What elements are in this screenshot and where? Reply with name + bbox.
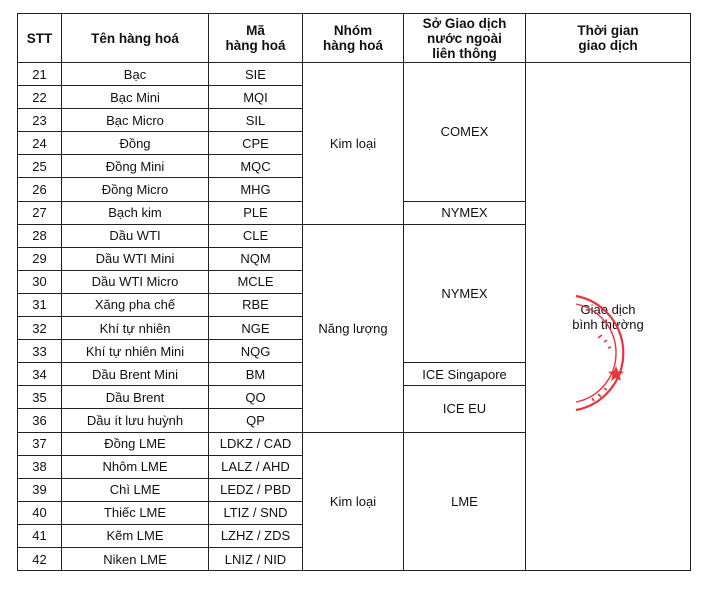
cell-stt: 37: [18, 432, 62, 455]
cell-stt: 24: [18, 132, 62, 155]
cell-name: Đồng LME: [62, 432, 209, 455]
cell-code: QO: [209, 386, 303, 409]
cell-stt: 26: [18, 178, 62, 201]
cell-name: Đồng Mini: [62, 155, 209, 178]
cell-code: BM: [209, 363, 303, 386]
cell-code: NGE: [209, 317, 303, 340]
cell-name: Niken LME: [62, 547, 209, 570]
header-group: [303, 14, 404, 63]
cell-stt: 30: [18, 270, 62, 293]
cell-name: Khí tự nhiên Mini: [62, 340, 209, 363]
cell-name: Dầu ít lưu huỳnh: [62, 409, 209, 432]
header-trading-time: [526, 14, 691, 63]
cell-code: MQI: [209, 86, 303, 109]
cell-code: LEDZ / PBD: [209, 478, 303, 501]
cell-name: Dầu WTI Mini: [62, 247, 209, 270]
cell-stt: 32: [18, 317, 62, 340]
cell-exchange-comex: COMEX: [404, 63, 526, 202]
cell-stt: 38: [18, 455, 62, 478]
header-stt: STT: [18, 14, 62, 63]
cell-name: Xăng pha chế: [62, 293, 209, 316]
table-row: [18, 63, 691, 86]
header-code-line2: hàng hoá: [225, 38, 286, 53]
cell-code: LTIZ / SND: [209, 501, 303, 524]
cell-name: Thiếc LME: [62, 501, 209, 524]
cell-group-metals-2: Kim loại: [303, 432, 404, 571]
cell-name: Bạc Mini: [62, 86, 209, 109]
cell-exchange-nymex: NYMEX: [404, 224, 526, 363]
cell-code: NQM: [209, 247, 303, 270]
cell-trading-time: [526, 63, 691, 571]
header-exchange: [404, 14, 526, 63]
cell-name: Dầu WTI Micro: [62, 270, 209, 293]
cell-group-energy: Năng lượng: [303, 224, 404, 432]
header-exchange-line1: Sở Giao dịch: [422, 15, 507, 31]
cell-stt: 25: [18, 155, 62, 178]
header-code: [209, 14, 303, 63]
header-exchange-line3: liên thông: [432, 45, 497, 61]
cell-stt: 33: [18, 340, 62, 363]
cell-stt: 42: [18, 547, 62, 570]
cell-name: Chì LME: [62, 478, 209, 501]
cell-code: LDKZ / CAD: [209, 432, 303, 455]
header-group-line2: hàng hoá: [323, 38, 383, 53]
cell-stt: 23: [18, 109, 62, 132]
cell-code: SIE: [209, 63, 303, 86]
header-time-line1: Thời gian: [577, 23, 639, 38]
trading-time-line2: bình thường: [572, 316, 644, 332]
cell-code: MHG: [209, 178, 303, 201]
header-group-line1: Nhóm: [333, 23, 373, 38]
cell-stt: 34: [18, 363, 62, 386]
cell-stt: 35: [18, 386, 62, 409]
cell-code: SIL: [209, 109, 303, 132]
cell-stt: 22: [18, 86, 62, 109]
cell-name: Dầu Brent: [62, 386, 209, 409]
commodity-table: [17, 13, 691, 571]
cell-code: MQC: [209, 155, 303, 178]
cell-group-metals-1: Kim loại: [303, 63, 404, 225]
header-name: Tên hàng hoá: [62, 14, 209, 63]
cell-exchange-nymex: NYMEX: [404, 201, 526, 224]
cell-code: RBE: [209, 293, 303, 316]
cell-stt: 28: [18, 224, 62, 247]
cell-stt: 40: [18, 501, 62, 524]
cell-exchange-ice-eu: ICE EU: [404, 386, 526, 432]
cell-name: Bạc Micro: [62, 109, 209, 132]
cell-name: Nhôm LME: [62, 455, 209, 478]
header-exchange-line2: nước ngoài: [427, 30, 502, 46]
cell-stt: 39: [18, 478, 62, 501]
cell-stt: 31: [18, 293, 62, 316]
cell-name: Bạch kim: [62, 201, 209, 224]
cell-stt: 36: [18, 409, 62, 432]
cell-code: LZHZ / ZDS: [209, 524, 303, 547]
cell-name: Kẽm LME: [62, 524, 209, 547]
cell-code: LNIZ / NID: [209, 547, 303, 570]
cell-code: CLE: [209, 224, 303, 247]
cell-stt: 27: [18, 201, 62, 224]
cell-exchange-ice-singapore: ICE Singapore: [404, 363, 526, 386]
cell-stt: 29: [18, 247, 62, 270]
cell-exchange-lme: LME: [404, 432, 526, 571]
cell-code: QP: [209, 409, 303, 432]
header-code-line1: Mã: [246, 23, 265, 38]
cell-name: Khí tự nhiên: [62, 317, 209, 340]
cell-code: PLE: [209, 201, 303, 224]
cell-code: MCLE: [209, 270, 303, 293]
cell-code: NQG: [209, 340, 303, 363]
trading-time-line1: Giao dịch: [580, 301, 636, 317]
cell-name: Đồng Micro: [62, 178, 209, 201]
header-time-line2: giao dịch: [578, 38, 638, 53]
cell-stt: 21: [18, 63, 62, 86]
cell-name: Đồng: [62, 132, 209, 155]
cell-name: Dầu WTI: [62, 224, 209, 247]
cell-name: Bạc: [62, 63, 209, 86]
table-header-row: [18, 14, 691, 63]
cell-name: Dầu Brent Mini: [62, 363, 209, 386]
cell-code: LALZ / AHD: [209, 455, 303, 478]
cell-code: CPE: [209, 132, 303, 155]
cell-stt: 41: [18, 524, 62, 547]
